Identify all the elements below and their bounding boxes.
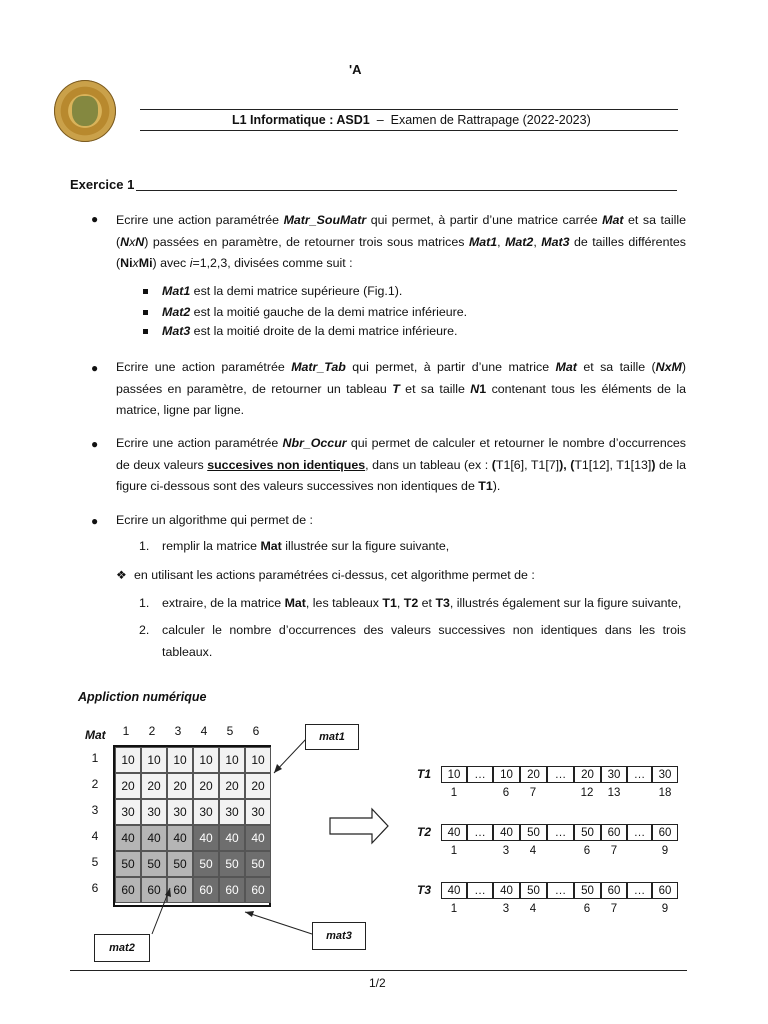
matrix-row-header: 3 xyxy=(91,803,99,817)
matrix-cell: 60 xyxy=(219,877,245,903)
matrix-label: Mat xyxy=(85,728,106,742)
matrix-cell: 60 xyxy=(115,877,141,903)
list-number: 2. xyxy=(139,623,150,637)
bullet-1-text: Ecrire une action paramétrée Matr_SouMatr qui permet, à partir d’une matrice carrée Mat et sa taille (NxN) passées en paramètre, de retourner trois sous matrices Mat1, Mat2, Mat3 de tailles différentes (NixMi) avec i=1,2,3, divisées comme suit : xyxy=(116,213,686,270)
bullet-4-text: Ecrire un algorithme qui permet de : xyxy=(116,513,313,527)
array-cell: 60 xyxy=(601,882,627,899)
matrix-cell: 50 xyxy=(115,851,141,877)
bullet-2-text: Ecrire une action paramétrée Matr_Tab qui permet, à partir d’une matrice Mat et sa taille (NxM) passées en paramètre, de retourner un tableau T et sa taille N1 contenant tous les éléments de la matrice, ligne par ligne. xyxy=(116,360,686,417)
array-index: 3 xyxy=(502,903,510,915)
array-index: 9 xyxy=(661,903,669,915)
array-cell: 60 xyxy=(652,882,678,899)
array-cell: … xyxy=(547,824,574,841)
callout-mat1: mat1 xyxy=(305,724,359,750)
array-index: 1 xyxy=(450,787,458,799)
matrix-cell: 20 xyxy=(219,773,245,799)
array-label: T1 xyxy=(417,767,432,781)
exercise-title: Exercice 1 xyxy=(70,177,135,192)
bullet-dot: ● xyxy=(91,212,99,226)
array-index: 18 xyxy=(658,787,672,799)
array-cell: … xyxy=(547,766,574,783)
list-number: 1. xyxy=(139,596,150,610)
array-index: 7 xyxy=(610,903,618,915)
matrix-cell: 20 xyxy=(193,773,219,799)
matrix-cell: 40 xyxy=(167,825,193,851)
array-cell: 40 xyxy=(493,824,520,841)
array-index: 7 xyxy=(529,787,537,799)
matrix-col-header: 6 xyxy=(252,724,260,738)
array-cell: 10 xyxy=(493,766,520,783)
matrix-cell: 50 xyxy=(193,851,219,877)
sub-item-mat2: Mat2 est la moitié gauche de la demi matrice inférieure. xyxy=(162,305,468,319)
application-title: Appliction numérique xyxy=(78,690,207,704)
matrix-row-header: 4 xyxy=(91,829,99,843)
array-cell: 50 xyxy=(520,882,547,899)
exam-name: Examen de Rattrapage (2022-2023) xyxy=(390,113,591,127)
array-label: T2 xyxy=(417,825,432,839)
callout-mat2: mat2 xyxy=(94,934,150,962)
matrix-cell: 10 xyxy=(219,747,245,773)
matrix-cell: 20 xyxy=(167,773,193,799)
matrix-cell: 30 xyxy=(167,799,193,825)
matrix-col-header: 2 xyxy=(148,724,156,738)
list-item-3: calculer le nombre d’occurrences des valeurs successives non identiques dans les trois tableaux. xyxy=(162,623,686,659)
matrix-cell: 30 xyxy=(245,799,271,825)
matrix-col-header: 4 xyxy=(200,724,208,738)
array-cell: 40 xyxy=(441,882,467,899)
array-cell: … xyxy=(627,882,652,899)
bullet-dot: ● xyxy=(91,514,99,528)
array-index: 6 xyxy=(502,787,510,799)
matrix-cell: 40 xyxy=(141,825,167,851)
matrix-cell: 10 xyxy=(193,747,219,773)
matrix-row-header: 2 xyxy=(91,777,99,791)
array-cell: … xyxy=(627,766,652,783)
array-cell: 50 xyxy=(574,824,601,841)
array-cell: 30 xyxy=(601,766,627,783)
sub-item-mat3: Mat3 est la moitié droite de la demi matrice inférieure. xyxy=(162,324,458,338)
matrix-cell: 10 xyxy=(115,747,141,773)
matrix-row-header: 6 xyxy=(91,881,99,895)
matrix-cell: 60 xyxy=(167,877,193,903)
matrix-cell: 30 xyxy=(193,799,219,825)
bullet-dot: ● xyxy=(91,361,99,375)
array-label: T3 xyxy=(417,883,432,897)
array-cell: 40 xyxy=(493,882,520,899)
bullet-3-text: Ecrire une action paramétrée Nbr_Occur qui permet de calculer et retourner le nombre d’occurrences de deux valeurs succesives non identiques, dans un tableau (ex : (T1[6], T1[7]), (T1[12], T1[13]) de la figure ci-dessous sont des valeurs successives non identiques de T1). xyxy=(116,436,687,493)
array-index: 13 xyxy=(607,787,621,799)
array-cell: 10 xyxy=(441,766,467,783)
list-item-2: extraire, de la matrice Mat, les tableaux T1, T2 et T3, illustrés également sur la figure suivante, xyxy=(162,596,682,610)
array-index: 1 xyxy=(450,845,458,857)
array-cell: … xyxy=(627,824,652,841)
matrix-col-header: 1 xyxy=(122,724,130,738)
matrix-col-header: 3 xyxy=(174,724,182,738)
matrix-cell: 60 xyxy=(141,877,167,903)
matrix-cell: 30 xyxy=(115,799,141,825)
matrix-row-header: 1 xyxy=(91,751,99,765)
matrix-cell: 40 xyxy=(245,825,271,851)
array-index: 9 xyxy=(661,845,669,857)
matrix-col-header: 5 xyxy=(226,724,234,738)
matrix-cell: 30 xyxy=(219,799,245,825)
callout-mat3: mat3 xyxy=(312,922,366,950)
matrix-cell: 50 xyxy=(245,851,271,877)
list-item-1: remplir la matrice Mat illustrée sur la figure suivante, xyxy=(162,539,450,553)
diamond-text: en utilisant les actions paramétrées ci-dessus, cet algorithme permet de : xyxy=(134,568,535,582)
matrix-cell: 40 xyxy=(193,825,219,851)
matrix-row-header: 5 xyxy=(91,855,99,869)
matrix-cell: 20 xyxy=(245,773,271,799)
array-index: 1 xyxy=(450,903,458,915)
matrix-cell: 50 xyxy=(167,851,193,877)
sub-item-mat1: Mat1 est la demi matrice supérieure (Fig.1). xyxy=(162,284,403,298)
array-cell: 60 xyxy=(652,824,678,841)
matrix-cell: 50 xyxy=(219,851,245,877)
array-cell: 50 xyxy=(520,824,547,841)
matrix-cell: 10 xyxy=(167,747,193,773)
array-cell: 20 xyxy=(520,766,547,783)
diamond-bullet-icon: ❖ xyxy=(116,568,127,582)
array-index: 7 xyxy=(610,845,618,857)
matrix-cell: 20 xyxy=(115,773,141,799)
array-cell: 20 xyxy=(574,766,601,783)
matrix-cell: 10 xyxy=(245,747,271,773)
matrix-cell: 10 xyxy=(141,747,167,773)
array-cell: … xyxy=(467,824,493,841)
array-cell: … xyxy=(547,882,574,899)
page-number: 1/2 xyxy=(369,976,386,990)
matrix-cell: 60 xyxy=(245,877,271,903)
array-cell: … xyxy=(467,766,493,783)
array-index: 3 xyxy=(502,845,510,857)
array-index: 12 xyxy=(580,787,594,799)
course-name: L1 Informatique : ASD1 xyxy=(232,113,370,127)
array-index: 6 xyxy=(583,845,591,857)
array-index: 6 xyxy=(583,903,591,915)
array-index: 4 xyxy=(529,845,537,857)
footer-rule xyxy=(70,970,687,971)
matrix-cell: 60 xyxy=(193,877,219,903)
header-dash: – xyxy=(376,113,384,127)
matrix-cell: 30 xyxy=(141,799,167,825)
array-cell: … xyxy=(467,882,493,899)
list-number: 1. xyxy=(139,539,150,553)
array-cell: 60 xyxy=(601,824,627,841)
array-cell: 40 xyxy=(441,824,467,841)
matrix-cell: 50 xyxy=(141,851,167,877)
matrix-cell: 40 xyxy=(115,825,141,851)
array-index: 4 xyxy=(529,903,537,915)
matrix-cell: 20 xyxy=(141,773,167,799)
header-mark: 'A xyxy=(349,62,362,77)
matrix-cell: 40 xyxy=(219,825,245,851)
array-cell: 30 xyxy=(652,766,678,783)
bullet-dot: ● xyxy=(91,437,99,451)
array-cell: 50 xyxy=(574,882,601,899)
